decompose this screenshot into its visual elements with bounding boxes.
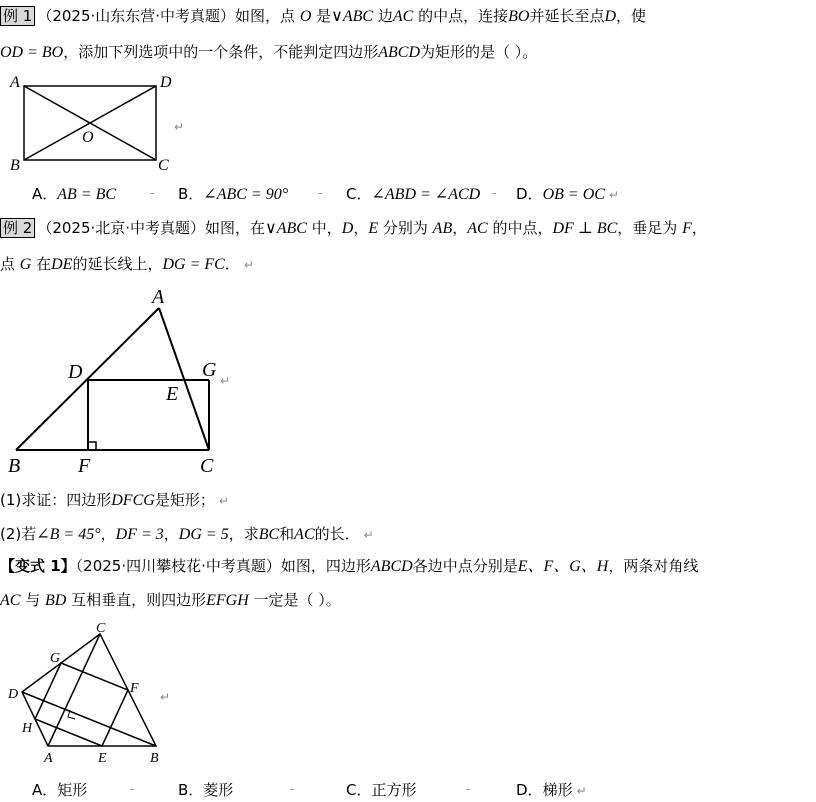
ex1-tag: 例 1	[0, 6, 35, 26]
label-G: G	[202, 359, 217, 381]
var1-option-d: D．梯形 ↵	[516, 781, 587, 799]
label-B: B	[10, 157, 20, 174]
ex2-question-line-1: 例 2 （2025·北京·中考真题）如图，在∨ABC 中，D，E 分别为 AB，AC 的中点，DF ⊥ BC，垂足为 F，	[0, 218, 707, 239]
ex2-subquestion-2: (2)若∠B = 45°，DF = 3，DG = 5，求BC和AC的长． ↵	[0, 525, 374, 543]
label-B: B	[150, 751, 159, 766]
paragraph-mark: ↵	[220, 374, 231, 388]
ex1-option-c: C．∠ABD = ∠ACD	[346, 185, 481, 203]
ex1-option-a: A．AB = BC	[32, 185, 117, 203]
label-H: H	[22, 721, 33, 736]
var1-option-b: B．菱形	[178, 781, 234, 799]
var1-option-a: A．矩形	[32, 781, 88, 799]
label-A: A	[152, 286, 165, 308]
ex2-triangle-figure	[4, 284, 234, 482]
ex2-tag: 例 2	[0, 218, 35, 238]
ex1-option-b: B．∠ABC = 90°	[178, 185, 289, 203]
var1-option-c: C．正方形	[346, 781, 417, 799]
label-E: E	[98, 751, 107, 766]
var1-question-line-2: AC 与 BD 互相垂直，则四边形EFGH 一定是（ ）。	[0, 591, 341, 609]
label-C: C	[200, 455, 214, 477]
var1-quadrilateral-figure	[4, 620, 174, 774]
paragraph-mark: ↵	[174, 120, 185, 134]
label-E: E	[166, 383, 179, 405]
ex1-rectangle-figure	[8, 72, 198, 178]
paragraph-mark: ↵	[160, 690, 171, 704]
label-A: A	[10, 74, 20, 91]
ex1-question-line-2: OD = BO，添加下列选项中的一个条件，不能判定四边形ABCD为矩形的是（ ）。	[0, 43, 538, 61]
ex1-question-line-1: 例 1 （2025·山东东营·中考真题）如图，点 O 是∨ABC 边AC 的中点，连接BO并延长至点D，使	[0, 6, 646, 27]
label-A: A	[44, 751, 53, 766]
label-F: F	[130, 681, 139, 696]
label-G: G	[50, 651, 61, 666]
label-O: O	[82, 129, 94, 146]
label-D: D	[8, 687, 19, 702]
label-B: B	[8, 455, 21, 477]
label-D: D	[68, 361, 83, 383]
label-C: C	[96, 621, 106, 636]
ex2-subquestion-1: (1)求证：四边形DFCG是矩形； ↵	[0, 491, 229, 509]
var1-question-line-1: 【变式 1】（2025·四川攀枝花·中考真题）如图，四边形ABCD各边中点分别是E、F、G、H，两条对角线	[0, 557, 699, 575]
label-F: F	[78, 455, 91, 477]
var1-tag: 【变式 1】	[0, 557, 76, 575]
ex2-question-line-2: 点 G 在DE的延长线上，DG = FC． ↵	[0, 255, 254, 273]
ex1-option-d: D．OB = OC ↵	[516, 185, 619, 203]
label-C: C	[158, 157, 169, 174]
label-D: D	[160, 74, 172, 91]
